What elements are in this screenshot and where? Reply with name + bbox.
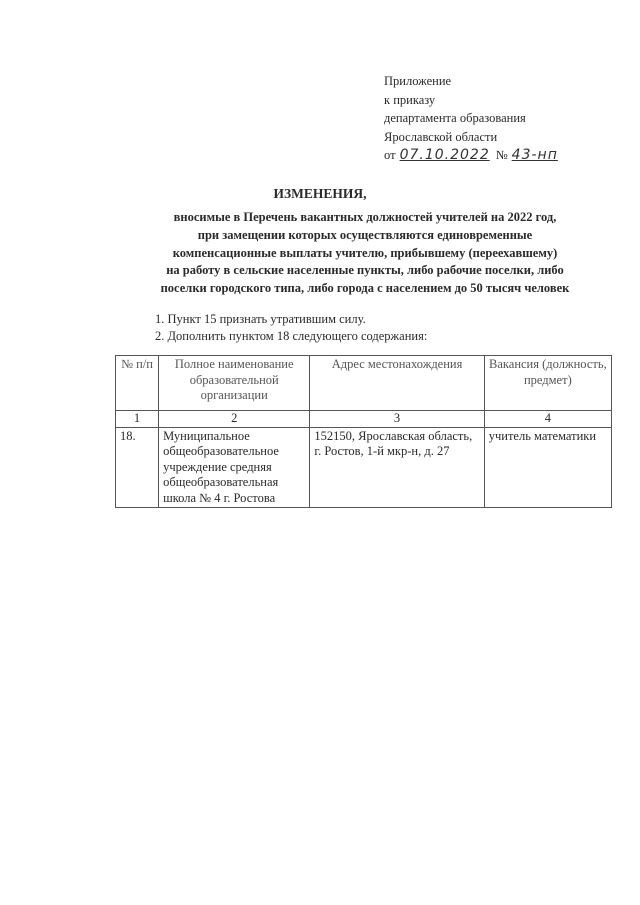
list-item: 1. Пункт 15 признать утратившим силу. <box>155 312 366 326</box>
date-prefix: от <box>384 148 396 162</box>
numbered-list <box>155 311 427 345</box>
column-number: 2 <box>159 411 310 428</box>
document-subtitle <box>115 209 615 298</box>
row-organization: Муниципальное общеобразовательное учреждение средняя общеобразовательная школа № 4 г. Ростова <box>159 427 310 508</box>
column-number-row <box>116 411 612 428</box>
vacancy-table <box>115 355 612 508</box>
row-address: 152150, Ярославская область, г. Ростов, 1-й мкр-н, д. 27 <box>310 427 484 508</box>
subtitle-line: поселки городского типа, либо города с населением до 50 тысяч человек <box>160 281 570 296</box>
appendix-line-3: департамента образования <box>384 111 526 125</box>
row-vacancy: учитель математики <box>484 427 611 508</box>
header-number: № п/п <box>116 356 159 411</box>
header-organization: Полное наименование образовательной организации <box>159 356 310 411</box>
subtitle-line: вносимые в Перечень вакантных должностей учителей на 2022 год, <box>173 210 557 224</box>
appendix-line-4: Ярославской области <box>384 129 498 144</box>
table-header-row <box>116 356 612 411</box>
header-vacancy: Вакансия (должность, предмет) <box>484 356 611 411</box>
document-title: ИЗМЕНЕНИЯ, <box>273 186 367 201</box>
subtitle-line: на работу в сельские населенные пункты, либо рабочие поселки, либо <box>166 263 564 278</box>
table-row <box>116 427 612 508</box>
handwritten-date: 07.10.2022 <box>399 147 490 163</box>
header-address: Адрес местонахождения <box>310 356 484 411</box>
subtitle-line: при замещении которых осуществляются единовременные <box>197 227 533 242</box>
handwritten-number: 43-нп <box>511 147 558 163</box>
number-sign: № <box>495 148 508 162</box>
column-number: 1 <box>116 411 159 428</box>
subtitle-line: компенсационные выплаты учителю, прибывшему (переехавшему) <box>172 245 558 260</box>
column-number: 3 <box>310 411 484 428</box>
appendix-block <box>384 72 558 165</box>
list-item: 2. Дополнить пунктом 18 следующего содержания: <box>155 329 428 343</box>
appendix-line-1: Приложение <box>384 74 452 88</box>
row-number: 18. <box>116 427 159 508</box>
appendix-line-2: к приказу <box>384 92 436 107</box>
appendix-date-line <box>384 146 558 165</box>
column-number: 4 <box>484 411 611 428</box>
